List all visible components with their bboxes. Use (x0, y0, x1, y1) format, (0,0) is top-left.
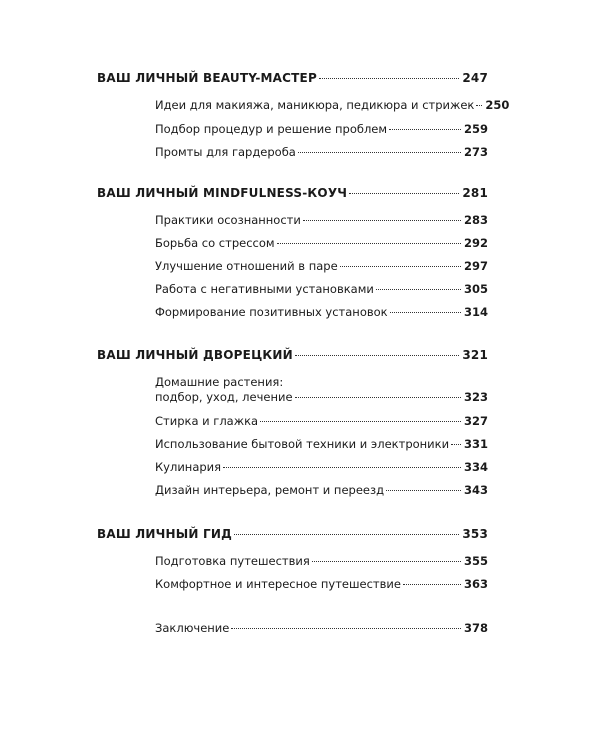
dot-leader (277, 243, 461, 244)
dot-leader (295, 355, 459, 356)
section-title: ВАШ ЛИЧНЫЙ ДВОРЕЦКИЙ (97, 348, 293, 362)
entry-label: Использование бытовой техники и электроники (155, 437, 450, 451)
entry-label: Формирование позитивных установок (155, 305, 388, 319)
page-number: 327 (463, 414, 488, 428)
page-number: 353 (462, 527, 488, 541)
page-number: 247 (462, 71, 488, 85)
dot-leader (386, 490, 461, 491)
page-number: 355 (463, 554, 488, 568)
dot-leader (389, 129, 461, 130)
dot-leader (303, 220, 461, 221)
dot-leader (295, 397, 461, 398)
page-number: 314 (463, 305, 488, 319)
dot-leader (340, 266, 461, 267)
page-number: 297 (463, 259, 488, 273)
entry-label: Улучшение отношений в паре (155, 259, 338, 273)
entry-label: Борьба со стрессом (155, 236, 275, 250)
page-number: 331 (463, 437, 488, 451)
toc-entry[interactable] (155, 576, 488, 592)
page-number: 321 (462, 348, 488, 362)
page-number: 343 (463, 483, 488, 497)
dot-leader (312, 561, 461, 562)
entry-label: Работа с негативными установками (155, 282, 374, 296)
entry-label-line1: Домашние растения: (155, 375, 284, 389)
dot-leader (223, 467, 461, 468)
entry-label: Практики осознанности (155, 213, 301, 227)
toc-entry[interactable] (155, 281, 488, 297)
toc-section-beauty[interactable] (97, 70, 488, 86)
entry-label: Комфортное и интересное путешествие (155, 577, 401, 591)
page-number: 250 (485, 98, 510, 112)
dot-leader (260, 421, 461, 422)
page-number: 259 (463, 122, 488, 136)
page-number: 378 (463, 621, 488, 635)
dot-leader (403, 584, 461, 585)
toc-section-mindfulness[interactable] (97, 185, 488, 201)
toc-entry[interactable] (155, 413, 488, 429)
toc-entry[interactable] (155, 97, 510, 113)
dot-leader (349, 193, 459, 194)
toc-entry[interactable] (155, 389, 488, 405)
dot-leader (298, 152, 461, 153)
toc-entry[interactable] (155, 482, 488, 498)
page-number: 273 (463, 145, 488, 159)
dot-leader (234, 534, 459, 535)
section-title: ВАШ ЛИЧНЫЙ ГИД (97, 527, 233, 541)
entry-label: Заключение (155, 621, 230, 635)
toc-entry[interactable] (155, 144, 488, 160)
page-number: 334 (463, 460, 488, 474)
dot-leader (451, 444, 461, 445)
toc-entry[interactable] (155, 121, 488, 137)
entry-label: Подготовка путешествия (155, 554, 310, 568)
dot-leader (390, 312, 461, 313)
entry-label: Промты для гардероба (155, 145, 296, 159)
toc-entry-conclusion[interactable] (155, 620, 488, 636)
entry-label: подбор, уход, лечение (155, 390, 293, 404)
dot-leader (231, 628, 461, 629)
toc-section-butler[interactable] (97, 347, 488, 363)
toc-entry[interactable] (155, 553, 488, 569)
toc-section-guide[interactable] (97, 526, 488, 542)
page-number: 281 (462, 186, 488, 200)
section-title: ВАШ ЛИЧНЫЙ BEAUTY-МАСТЕР (97, 71, 317, 85)
toc-entry[interactable] (155, 235, 488, 251)
toc-entry[interactable] (155, 212, 488, 228)
dot-leader (376, 289, 461, 290)
entry-label: Подбор процедур и решение проблем (155, 122, 388, 136)
toc-entry[interactable] (155, 304, 488, 320)
entry-label: Стирка и глажка (155, 414, 259, 428)
entry-label: Дизайн интерьера, ремонт и переезд (155, 483, 385, 497)
page-number: 323 (463, 390, 488, 404)
entry-label: Идеи для макияжа, маникюра, педикюра и стрижек (155, 98, 475, 112)
toc-entry[interactable] (155, 436, 488, 452)
toc-entry[interactable] (155, 258, 488, 274)
section-title: ВАШ ЛИЧНЫЙ MINDFULNESS-КОУЧ (97, 186, 348, 200)
page-number: 292 (463, 236, 488, 250)
page-number: 305 (463, 282, 488, 296)
dot-leader (319, 78, 459, 79)
page-number: 283 (463, 213, 488, 227)
page-number: 363 (463, 577, 488, 591)
dot-leader (476, 105, 482, 106)
toc-entry[interactable] (155, 459, 488, 475)
entry-label: Кулинария (155, 460, 222, 474)
